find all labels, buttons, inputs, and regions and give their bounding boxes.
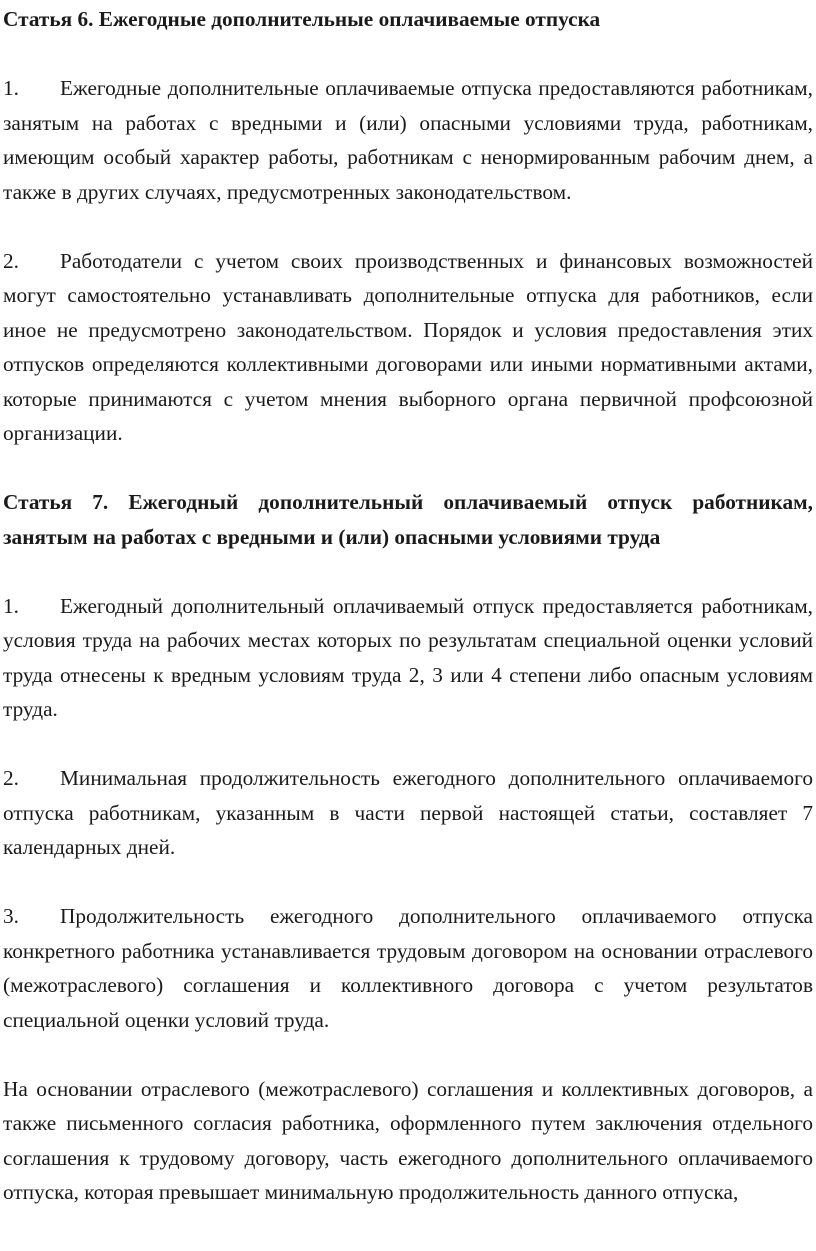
- article-6-item-1: [3, 71, 813, 209]
- item-text: Работодатели с учетом своих производственных и финансовых возможностей могут самостоятельно устанавливать дополнительные отпуска для работников, если иное не предусмотрено законодательством. Порядок и условия предоставления этих отпусков определяются коллективными договорами или иными нормативными актами, которые принимаются с учетом мнения выборного органа первичной профсоюзной организации.: [3, 248, 813, 445]
- spacer: [3, 37, 813, 72]
- article-7-item-2: [3, 761, 813, 865]
- spacer: [3, 209, 813, 244]
- article-7-item-1: [3, 589, 813, 727]
- spacer: [3, 865, 813, 900]
- article-7-title: Статья 7. Ежегодный дополнительный оплачиваемый отпуск работникам, занятым на работах с вредными и (или) опасными условиями труда: [3, 490, 813, 549]
- item-number: 1.: [3, 76, 19, 100]
- item-number: 2.: [3, 766, 19, 790]
- article-7-item-3: [3, 899, 813, 1037]
- article-6-title: Статья 6. Ежегодные дополнительные оплачиваемые отпуска: [3, 7, 601, 31]
- item-text: Ежегодные дополнительные оплачиваемые отпуска предоставляются работникам, занятым на работах с вредными и (или) опасными условиями труда, работникам, имеющим особый характер работы, работникам с ненормированным рабочим днем, а также в других случаях, предусмотренных законодательством.: [3, 76, 813, 204]
- article-7-closing-paragraph: На основании отраслевого (межотраслевого) соглашения и коллективных договоров, а также письменного согласия работника, оформленного путем заключения отдельного соглашения к трудовому договору, часть ежегодного дополнительного оплачиваемого отпуска, которая превышает минимальную продолжительность данного отпуска,: [3, 1076, 813, 1204]
- document-page: [3, 0, 813, 1210]
- article-6-item-2: [3, 244, 813, 451]
- item-number: 1.: [3, 593, 19, 618]
- spacer: [3, 1037, 813, 1072]
- spacer: [3, 554, 813, 589]
- item-text: Продолжительность ежегодного дополнительного оплачиваемого отпуска конкретного работника устанавливается трудовым договором на основании отраслевого (межотраслевого) соглашения и коллективного договора с учетом результатов специальной оценки условий труда.: [3, 904, 813, 1032]
- item-text: Ежегодный дополнительный оплачиваемый отпуск предоставляется работникам, условия труда на рабочих местах которых по результатам специальной оценки условий труда отнесены к вредным условиям труда 2, 3 или 4 степени либо опасным условиям труда.: [3, 593, 813, 721]
- item-text: Минимальная продолжительность ежегодного дополнительного оплачиваемого отпуска работникам, указанным в части первой настоящей статьи, составляет 7 календарных дней.: [3, 766, 813, 859]
- spacer: [3, 451, 813, 486]
- spacer: [3, 727, 813, 762]
- item-number: 2.: [3, 248, 19, 273]
- item-number: 3.: [3, 904, 19, 928]
